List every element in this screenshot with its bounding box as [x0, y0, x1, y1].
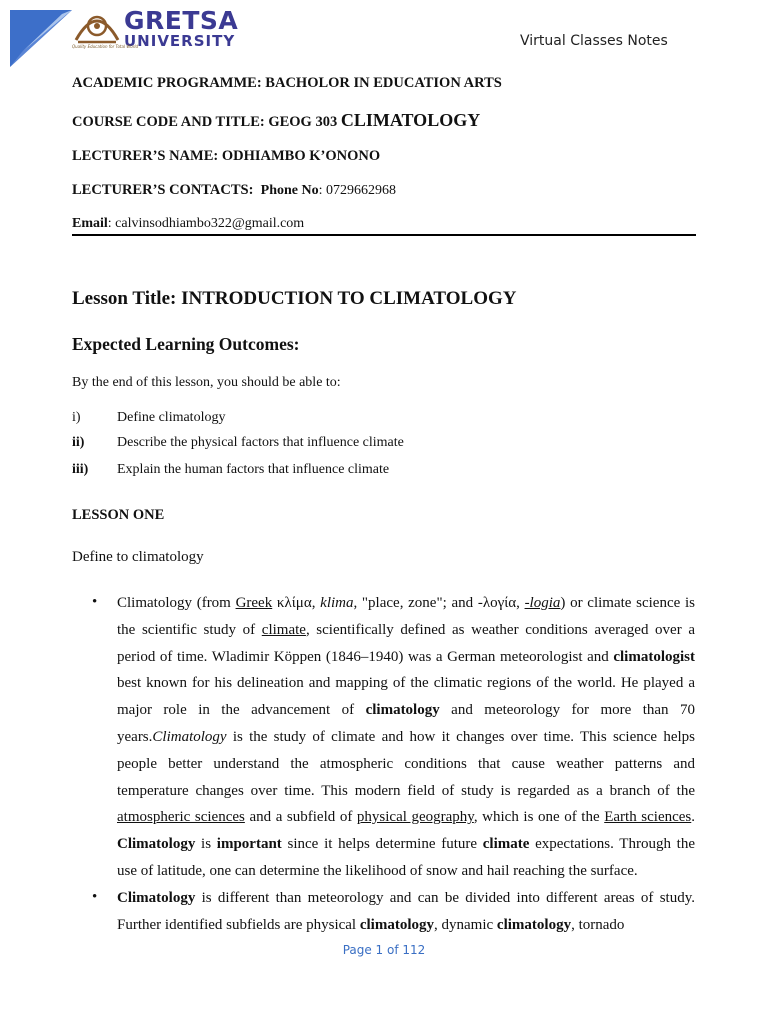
- lecturer-name: LECTURER’S NAME: ODHIAMBO K’ONONO: [72, 148, 381, 164]
- lesson-title-label: Lesson Title:: [72, 288, 177, 309]
- objective-item: [72, 410, 225, 426]
- objective-number: i): [72, 410, 81, 425]
- logo-emblem-icon: [72, 8, 122, 44]
- objective-number: ii): [72, 435, 85, 450]
- phone-value: : 0729662968: [318, 183, 397, 198]
- atmospheric-sciences-link[interactable]: atmospheric sciences: [117, 809, 245, 826]
- bullet-marker: •: [92, 594, 98, 610]
- paragraph-1: Climatology (from Greek κλίμα, klima, "place, zone"; and -λογία, -logia) or climate science is the scientific study of climate, scientifically defined as weather conditions averaged over a period of time. Wladimir Köppen (1846–1940) was a German meteorologist and climatologist best known for his delineation and mapping of the climatic regions of the world. He played a major role in the advancement of climatology and meteorology for more than 70 years.Climatology is the study of climate and how it changes over time. This science helps people better understand the atmospheric conditions that cause weather patterns and temperature changes over time. This modern field of study is regarded as a branch of the atmospheric sciences and a subfield of physical geography, which is one of the Earth sciences. Climatology is important since it helps determine future climate expectations. Through the use of latitude, one can determine the likelihood of snow and hail reaching the surface.: [117, 595, 696, 879]
- section-heading: LESSON ONE: [72, 507, 165, 523]
- contacts-label: LECTURER’S CONTACTS:: [72, 182, 254, 198]
- climate-link[interactable]: climate: [261, 621, 306, 638]
- physical-geography-link[interactable]: physical geography: [356, 809, 474, 826]
- corner-decoration: [0, 0, 80, 70]
- outcomes-intro: By the end of this lesson, you should be able to:: [72, 375, 341, 390]
- lesson-title-value: INTRODUCTION TO CLIMATOLOGY: [181, 288, 517, 309]
- course-code-line: [72, 110, 480, 131]
- earth-sciences-link[interactable]: Earth sciences: [604, 809, 692, 826]
- outcomes-heading: Expected Learning Outcomes:: [72, 334, 300, 354]
- lesson-title: [72, 288, 516, 310]
- logia-link[interactable]: -logia: [524, 595, 561, 611]
- header-divider: [72, 234, 696, 236]
- logo-name: GRETSA: [124, 6, 239, 35]
- university-logo: [72, 8, 242, 52]
- objective-text: Explain the human factors that influence climate: [117, 462, 390, 477]
- programme-line: ACADEMIC PROGRAMME: BACHOLOR IN EDUCATION ARTS: [72, 75, 502, 91]
- logo-tagline: Quality Education for Total World: [72, 44, 139, 49]
- email-label: Email: [72, 216, 108, 231]
- define-line: Define to climatology: [72, 549, 204, 565]
- greek-link[interactable]: Greek: [235, 595, 273, 611]
- objective-text: Describe the physical factors that influence climate: [117, 435, 404, 450]
- bullet-marker: •: [92, 889, 98, 905]
- page-number: Page 1 of 112: [342, 943, 426, 957]
- objective-number: iii): [72, 462, 89, 477]
- header-title: Virtual Classes Notes: [520, 33, 668, 49]
- objective-text: Define climatology: [117, 410, 226, 425]
- phone-label: Phone No: [260, 183, 319, 198]
- contacts-line: [72, 182, 396, 199]
- objective-item: [72, 435, 404, 451]
- paragraph-2: Climatology is different than meteorology and can be divided into different areas of study. Further identified subfields are physical climatology, dynamic climatology, tornado: [117, 890, 695, 933]
- objective-item: [72, 462, 389, 478]
- logo-sub: UNIVERSITY: [124, 32, 236, 50]
- course-code-label: COURSE CODE AND TITLE: GEOG 303: [72, 114, 338, 130]
- email-line: [72, 216, 304, 232]
- email-value: : calvinsodhiambo322@gmail.com: [107, 216, 305, 231]
- course-code-title: CLIMATOLOGY: [340, 110, 481, 130]
